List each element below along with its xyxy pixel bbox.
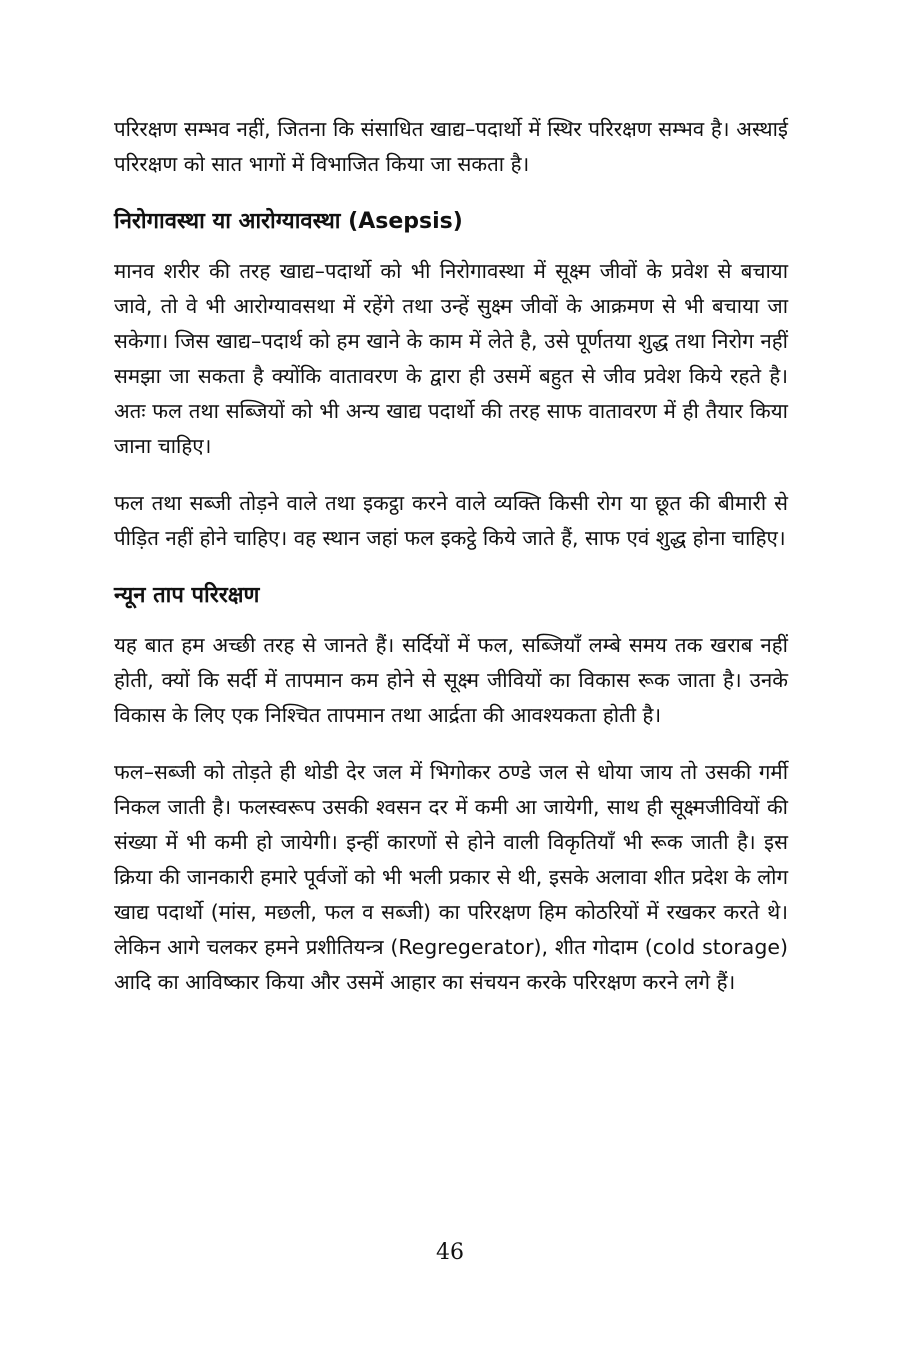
paragraph-asepsis-1: मानव शरीर की तरह खाद्य–पदार्थो को भी निरोगावस्था में सूक्ष्म जीवों के प्रवेश से बचाया जावे, तो वे भी आरोग्यावसथा में रहेंगे तथा उन्हें सुक्ष्म जीवों के आक्रमण से भी बचाया जा सकेगा। जिस खाद्य–पदार्थ को हम खाने के काम में लेते है, उसे पूर्णतया शुद्ध तथा निरोग नहीं समझा जा सकता है क्योंकि वातावरण के द्वारा ही उसमें बहुत से जीव प्रवेश किये रहते है। अतः फल तथा सब्जियों को भी अन्य खाद्य पदार्थो की तरह साफ वातावरण में ही तैयार किया जाना चाहिए। <box>114 259 788 458</box>
page-content <box>114 112 788 1022</box>
page-number: 46 <box>436 1240 464 1265</box>
paragraph-asepsis-2: फल तथा सब्जी तोड़ने वाले तथा इकट्ठा करने वाले व्यक्ति किसी रोग या छूत की बीमारी से पीड़ित नहीं होने चाहिए। वह स्थान जहां फल इकट्ठे किये जाते हैं, साफ एवं शुद्ध होना चाहिए। <box>114 491 788 550</box>
paragraph-low-temperature-2: फल–सब्जी को तोड़ते ही थोडी देर जल में भिगोकर ठण्डे जल से धोया जाय तो उसकी गर्मी निकल जाती है। फलस्वरूप उसकी श्वसन दर में कमी आ जायेगी, साथ ही सूक्ष्मजीवियों की संख्या में भी कमी हो जायेगी। इन्हीं कारणों से होने वाली विकृतियाँ भी रूक जाती है। इस क्रिया की जानकारी हमारे पूर्वजों को भी भली प्रकार से थी, इसके अलावा शीत प्रदेश के लोग खाद्य पदार्थो (मांस, मछली, फल व सब्जी) का परिरक्षण हिम कोठरियों में रखकर करते थे। लेकिन आगे चलकर हमने प्रशीतियन्त्र (Regregerator), शीत गोदाम (cold storage) आदि का आविष्कार किया और उसमें आहार का संचयन करके परिरक्षण करने लगे हैं। <box>114 760 788 994</box>
paragraph-intro: परिरक्षण सम्भव नहीं, जितना कि संसाधित खाद्य–पदार्थो में स्थिर परिरक्षण सम्भव है। अस्थाई परिरक्षण को सात भागों में विभाजित किया जा सकता है। <box>114 117 788 176</box>
heading-low-temperature: न्यून ताप परिरक्षण <box>114 583 260 608</box>
paragraph-low-temperature-1: यह बात हम अच्छी तरह से जानते हैं। सर्दियों में फल, सब्जियाँ लम्बे समय तक खराब नहीं होती, क्यों कि सर्दी में तापमान कम होने से सूक्ष्म जीवियों का विकास रूक जाता है। उनके विकास के लिए एक निश्चित तापमान तथा आर्द्रता की आवश्यकता होती है। <box>114 633 788 727</box>
heading-asepsis: निरोगावस्था या आरोग्यावस्था (Asepsis) <box>114 209 463 234</box>
